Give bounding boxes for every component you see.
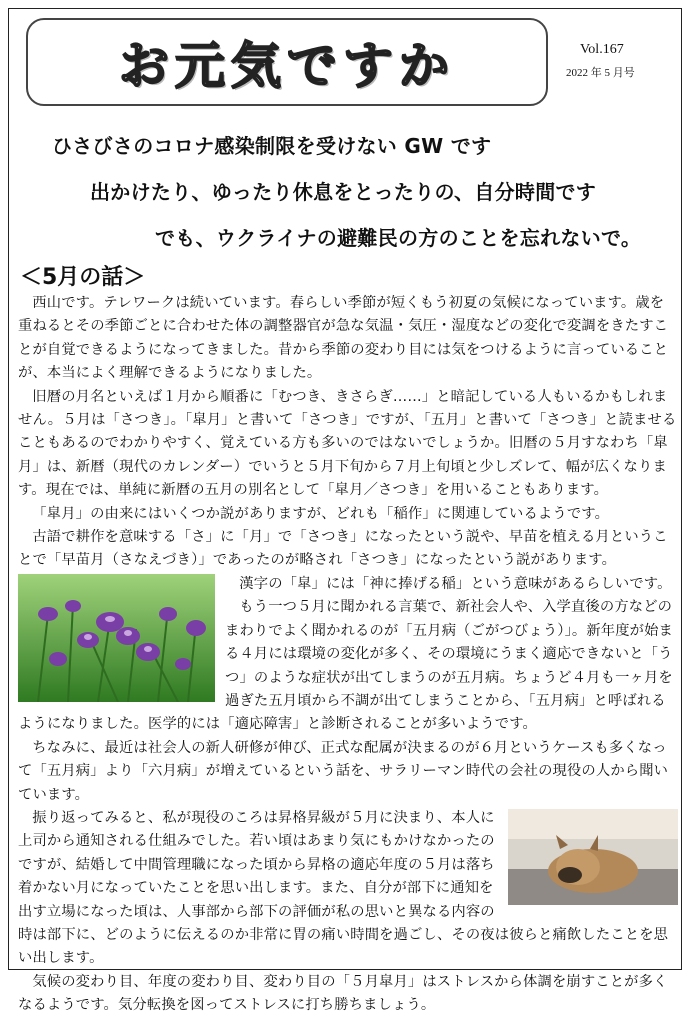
section-heading: ＜5月の話＞	[20, 265, 146, 290]
lead-line-3: でも、ウクライナの避難民の方のことを忘れないで。	[155, 226, 642, 250]
article-body	[18, 292, 678, 1018]
paragraph: 旧暦の月名といえば１月から順番に「むつき、きさらぎ……」と暗記している人もいるかもしれません。５月は「さつき」。「皐月」と書いて「さつき」ですが、「五月」と書いて「さつき」と読ませることもあるのでわかりやすく、覚えている方も多いのではないでしょうか。旧暦の５月すなわち「皐月」は、新暦（現代のカレンダー）でいうと５月下旬から７月上旬頃と少しズレて、幅が広くなります。現在では、単純に新暦の五月の別名として「皐月／さつき」を用いることもあります。	[18, 388, 677, 499]
lead-line-1: ひさびさのコロナ感染制限を受けない GW です	[52, 134, 492, 158]
issue-date: 2022 年 5 月号	[566, 67, 635, 79]
iris-flower-photo	[18, 574, 215, 702]
volume-number: Vol.167	[580, 42, 624, 57]
title-box	[26, 18, 548, 106]
newsletter-title: お元気ですか	[119, 36, 455, 95]
paragraph: 「皐月」の由来にはいくつか説がありますが、どれも「稲作」に関連しているようです。	[32, 505, 610, 522]
paragraph: 振り返ってみると、私が現役のころは昇格昇級が５月に決まり、本人に上司から通知される仕組みでした。若い頃はあまり気にもかけなかったのですが、結婚して中間管理職になった頃から昇格の適応年度の５月は落ち着かない月になっていたことを思い出します。また、自分が部下に通知を出す立場になった頃は、人事部から部下の評価が私の思いと異なる内容の時は部下に、どのように伝えるのか非常に胃の痛い時間を過ごし、その夜は彼らと痛飲したことを思い出します。	[18, 809, 669, 967]
paragraph: もう一つ５月に聞かれる言葉で、新社会人や、入学直後の方などのまわりでよく聞かれるのが「五月病（ごがつびょう）」。新年度が始まる４月には環境の変化が多く、その環境にうまく適応できないと「うつ」のような症状が出てしまうのが五月病。ちょうど４月も一ヶ月を過ぎた五月頃から不調が出てしまうことから、「五月病」と呼ばれるようになりました。医学的には「適応障害」と診断されることが多いようです。	[18, 599, 673, 733]
paragraph: ちなみに、最近は社会人の新人研修が伸び、正式な配属が決まるのが６月というケースも多くなって「五月病」より「六月病」が増えているという話を、サラリーマン時代の会社の現役の人から聞いています。	[18, 739, 669, 803]
paragraph: 漢字の「皐」には「神に捧げる稲」という意味があるらしいです。	[239, 575, 672, 592]
paragraph: 気候の変わり目、年度の変わり目、変わり目の「５月皐月」はストレスから体調を崩すことが多くなるようです。気分転換を図ってストレスに打ち勝ちましょう。	[18, 973, 668, 1014]
sleeping-bulldog-photo	[508, 809, 678, 905]
paragraph: 古語で耕作を意味する「さ」に「月」で「さつき」になったという説や、早苗を植える月ということで「早苗月（さなえづき）」であったのが略され「さつき」になったという説があります。	[18, 529, 668, 569]
lead-line-2: 出かけたり、ゆったり休息をとったりの、自分時間です	[90, 180, 597, 204]
paragraph: 西山です。テレワークは続いています。春らしい季節が短くもう初夏の気候になっています。歳を重ねるとその季節ごとに合わせた体の調整器官が急な気温・気圧・湿度などの変化で変調をきたすことが自覚できるようになってきました。昔から季節の変わり目には気をつけるように言っていることが、本当によく理解できるようになりました。	[18, 295, 669, 382]
